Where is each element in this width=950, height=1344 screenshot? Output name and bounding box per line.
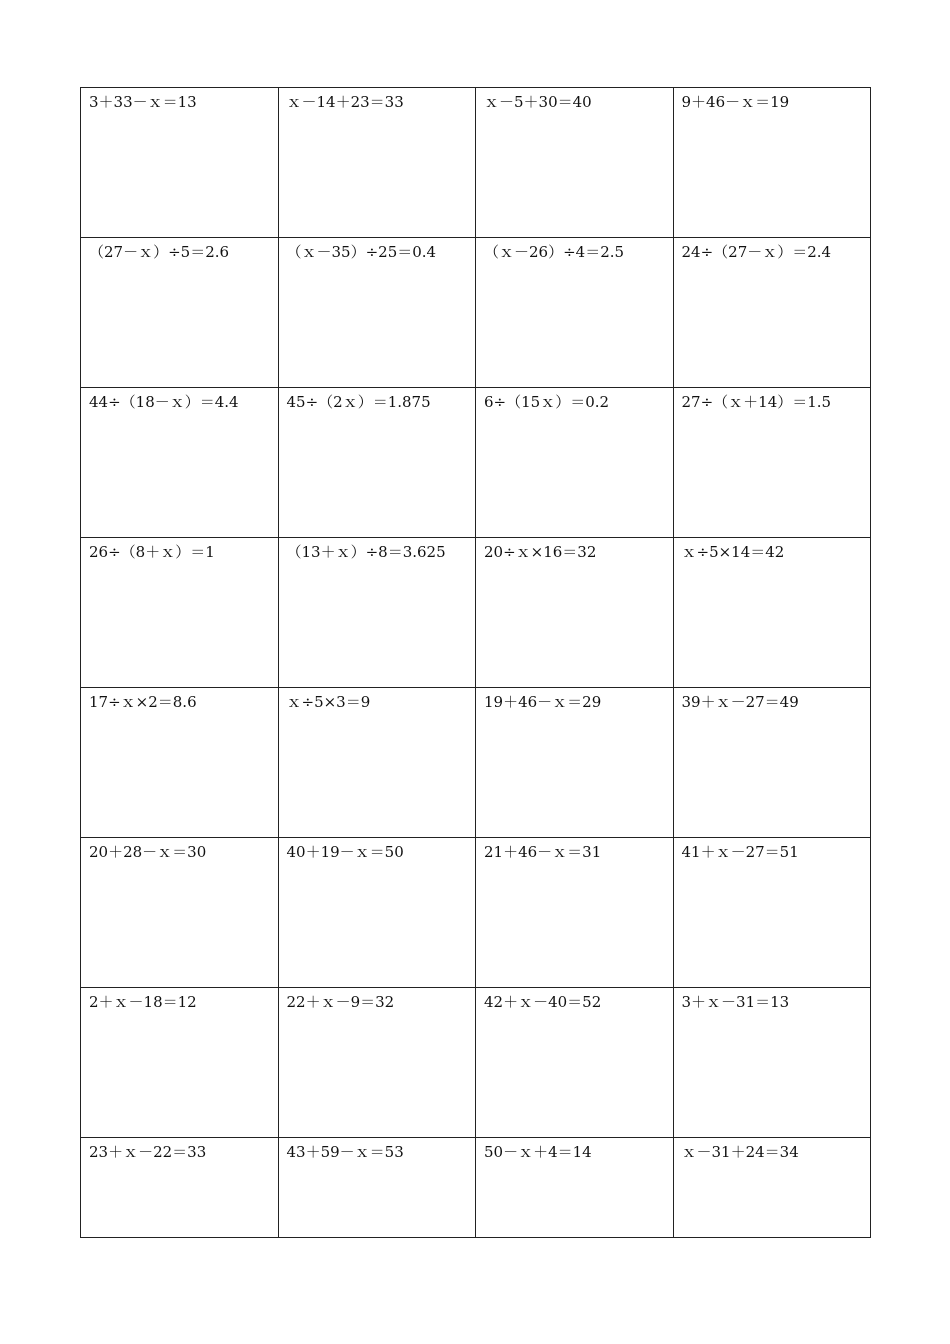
worksheet-row [81, 988, 871, 1138]
equation-cell: 3＋33－ｘ＝13 [81, 88, 279, 238]
equation-cell: 2＋ｘ－18＝12 [81, 988, 279, 1138]
equation-cell: 45÷（2ｘ）＝1.875 [278, 388, 476, 538]
equation-cell: （13＋ｘ）÷8＝3.625 [278, 538, 476, 688]
equation-cell: 9＋46－ｘ＝19 [673, 88, 871, 238]
equation-cell: ｘ－14＋23＝33 [278, 88, 476, 238]
equation-cell: 50－ｘ＋4＝14 [476, 1138, 674, 1238]
equation-cell: （ｘ－26）÷4＝2.5 [476, 238, 674, 388]
worksheet-row [81, 838, 871, 988]
worksheet-row [81, 88, 871, 238]
equation-cell: 23＋ｘ－22＝33 [81, 1138, 279, 1238]
equation-cell: 26÷（8＋ｘ）＝1 [81, 538, 279, 688]
equation-cell: ｘ÷5×14＝42 [673, 538, 871, 688]
equation-cell: 41＋ｘ－27＝51 [673, 838, 871, 988]
equation-cell: 20÷ｘ×16＝32 [476, 538, 674, 688]
equation-cell: （ｘ－35）÷25＝0.4 [278, 238, 476, 388]
equation-cell: 39＋ｘ－27＝49 [673, 688, 871, 838]
worksheet-row [81, 538, 871, 688]
equation-worksheet-grid [80, 87, 871, 1238]
equation-cell: 19＋46－ｘ＝29 [476, 688, 674, 838]
worksheet-row [81, 388, 871, 538]
equation-cell: 3＋ｘ－31＝13 [673, 988, 871, 1138]
equation-cell: 6÷（15ｘ）＝0.2 [476, 388, 674, 538]
worksheet-row [81, 238, 871, 388]
equation-cell: 22＋ｘ－9＝32 [278, 988, 476, 1138]
equation-cell: 27÷（ｘ＋14）＝1.5 [673, 388, 871, 538]
equation-cell: ｘ÷5×3＝9 [278, 688, 476, 838]
equation-cell: 42＋ｘ－40＝52 [476, 988, 674, 1138]
worksheet-row [81, 1138, 871, 1238]
equation-cell: 20＋28－ｘ＝30 [81, 838, 279, 988]
equation-cell: 17÷ｘ×2＝8.6 [81, 688, 279, 838]
worksheet-row [81, 688, 871, 838]
equation-cell: 43＋59－ｘ＝53 [278, 1138, 476, 1238]
equation-cell: ｘ－5＋30＝40 [476, 88, 674, 238]
equation-cell: 40＋19－ｘ＝50 [278, 838, 476, 988]
equation-cell: 21＋46－ｘ＝31 [476, 838, 674, 988]
equation-cell: （27－ｘ）÷5＝2.6 [81, 238, 279, 388]
equation-cell: 44÷（18－ｘ）＝4.4 [81, 388, 279, 538]
equation-cell: 24÷（27－ｘ）＝2.4 [673, 238, 871, 388]
equation-cell: ｘ－31＋24＝34 [673, 1138, 871, 1238]
